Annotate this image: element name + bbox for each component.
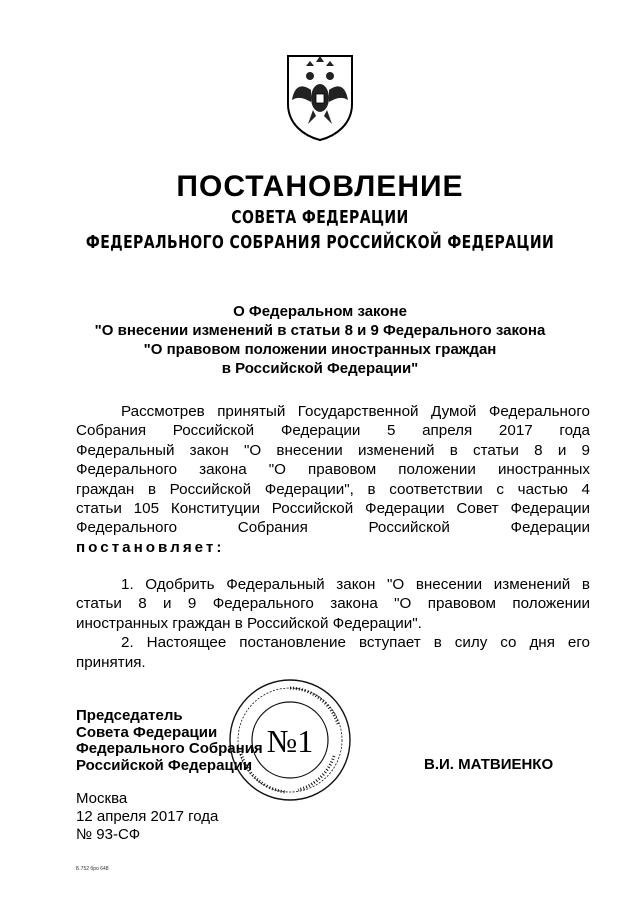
document-city: Москва bbox=[76, 790, 128, 807]
document-number: № 93-СФ bbox=[76, 826, 141, 843]
stamp-number: №1 bbox=[266, 723, 314, 759]
document-title: ПОСТАНОВЛЕНИЕ bbox=[176, 170, 464, 203]
signatory-name: В.И. МАТВИЕНКО bbox=[424, 756, 554, 773]
heading-line: в Российской Федерации" bbox=[221, 360, 419, 377]
heading-line: "О внесении изменений в статьи 8 и 9 Федерального закона bbox=[94, 322, 546, 339]
text-line: статьи 8 и 9 Федерального закона "О правовом положении bbox=[76, 595, 590, 613]
text-line: Федерального закона "О правовом положении иностранных bbox=[76, 461, 590, 479]
text-line: Рассмотрев принятый Государственной Думой Федерального bbox=[121, 403, 590, 420]
position-line: Председатель bbox=[76, 707, 183, 724]
position-line: Российской Федерации bbox=[76, 756, 253, 774]
document-footer bbox=[76, 790, 218, 844]
position-line: Совета Федерации bbox=[76, 723, 218, 741]
document-subtitle-council: СОВЕТА ФЕДЕРАЦИИ bbox=[231, 207, 409, 228]
text-line: статьи 105 Конституции Российской Федерации Совет Федерации bbox=[76, 500, 590, 518]
resolves-word: постановляет: bbox=[76, 538, 225, 556]
text-line: Федеральный закон "О внесении изменений в статьи 8 и 9 bbox=[76, 441, 590, 459]
text-line: принятия. bbox=[76, 653, 146, 671]
text-line: иностранных граждан в Российской Федерации". bbox=[76, 614, 422, 632]
document-subtitle-assembly: ФЕДЕРАЛЬНОГО СОБРАНИЯ РОССИЙСКОЙ ФЕДЕРАЦИИ bbox=[85, 232, 555, 253]
law-heading bbox=[0, 302, 640, 378]
text-line: 2. Настоящее постановление вступает в силу со дня его bbox=[121, 634, 590, 652]
resolution-paragraphs bbox=[76, 575, 590, 672]
heading-line: "О правовом положении иностранных граждан bbox=[143, 341, 497, 358]
document-date: 12 апреля 2017 года bbox=[76, 808, 219, 825]
preamble-paragraph bbox=[76, 402, 590, 557]
official-seal-stamp bbox=[226, 676, 354, 804]
print-code: Б.752 бро 648 bbox=[76, 866, 109, 872]
text-line: Федерального Собрания Российской Федерации bbox=[76, 519, 590, 537]
text-line: граждан в Российской Федерации", в соответствии с частью 4 bbox=[76, 480, 590, 498]
heading-line: О Федеральном законе bbox=[233, 303, 407, 320]
text-line: Собрания Российской Федерации 5 апреля 2017 года bbox=[76, 422, 590, 440]
position-line: Федерального Собрания bbox=[76, 740, 263, 757]
coat-of-arms-emblem bbox=[282, 52, 358, 142]
text-line: 1. Одобрить Федеральный закон "О внесении изменений в bbox=[121, 576, 590, 593]
